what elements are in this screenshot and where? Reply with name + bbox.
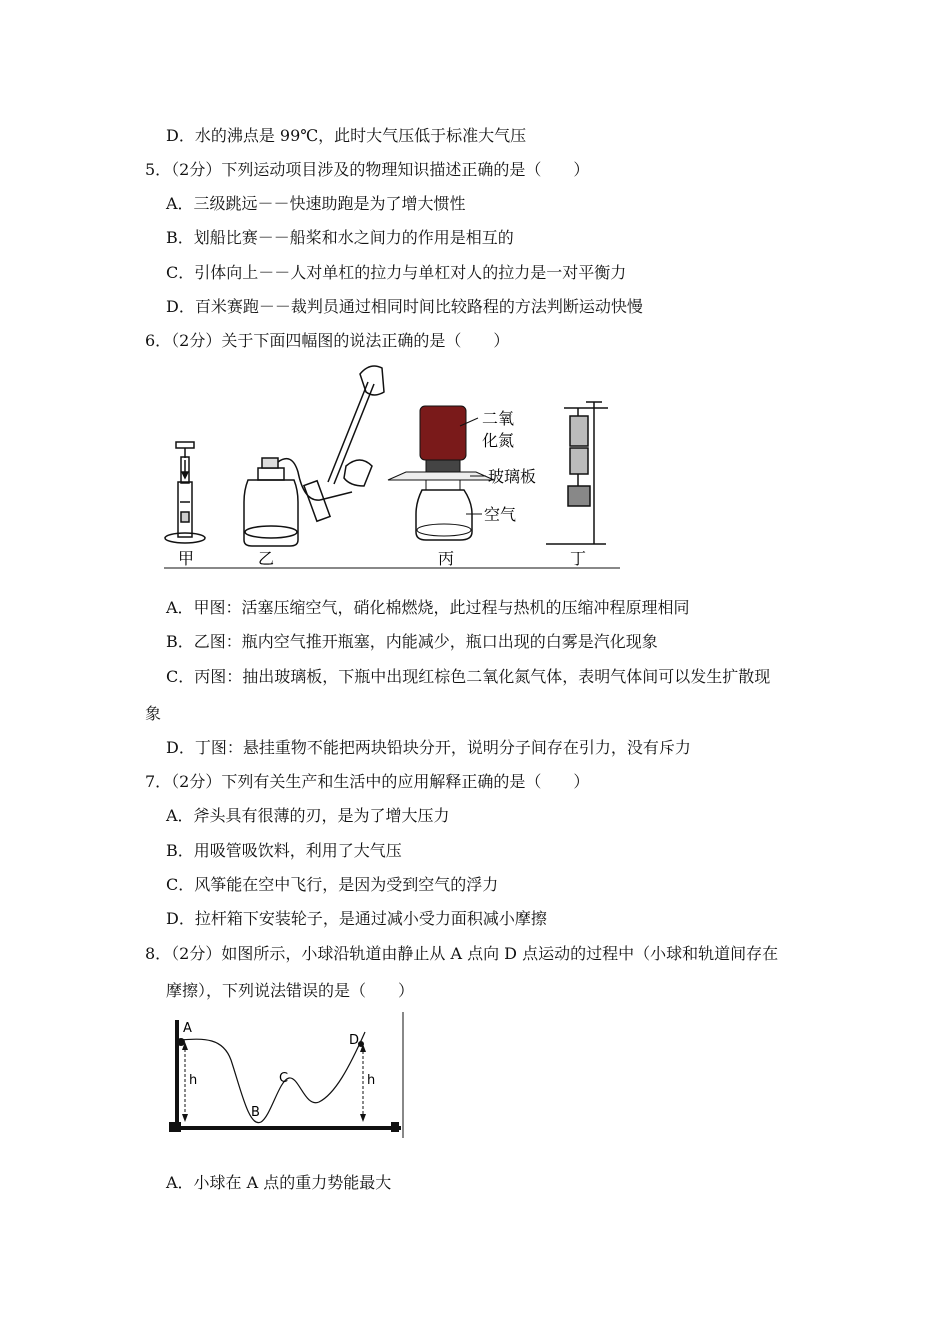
- label-gas-line1: 二氧: [482, 409, 515, 428]
- diffusion-jars-diagram: [388, 406, 494, 540]
- option-d-q4: D．水的沸点是 99℃，此时大气压低于标准大气压: [166, 126, 527, 145]
- q7-stem: 7．（2分）下列有关生产和生活中的应用解释正确的是（ ）: [145, 772, 590, 791]
- q8-option-a: A．小球在 A 点的重力势能最大: [166, 1173, 392, 1192]
- q6-option-b: B．乙图：瓶内空气推开瓶塞，内能减少，瓶口出现的白雾是汽化现象: [166, 632, 658, 651]
- point-d-label: D: [349, 1033, 360, 1048]
- label-air: 空气: [484, 505, 517, 524]
- lead-blocks-diagram: [546, 402, 608, 544]
- point-a-label: A: [183, 1021, 192, 1036]
- q7-option-a: A．斧头具有很薄的刃，是为了增大压力: [166, 806, 450, 825]
- q6-option-c: C．丙图：抽出玻璃板，下瓶中出现红棕色二氧化氮气体，表明气体间可以发生扩散现: [166, 667, 771, 686]
- left-ground-block: [169, 1122, 181, 1132]
- q5-stem: 5．（2分）下列运动项目涉及的物理知识描述正确的是（ ）: [145, 160, 590, 179]
- label-gas-line2: 化氮: [482, 431, 515, 450]
- bottle-pump-diagram: [244, 366, 384, 546]
- q8-stem-line1: 8．（2分）如图所示，小球沿轨道由静止从 A 点向 D 点运动的过程中（小球和轨道间存在: [145, 944, 779, 963]
- q7-option-c: C．风筝能在空中飞行，是因为受到空气的浮力: [166, 875, 499, 894]
- height-label-right: h: [367, 1073, 376, 1088]
- point-c-label: C: [279, 1071, 289, 1086]
- q8-track-figure: [165, 1010, 410, 1142]
- q7-option-b: B．用吸管吸饮料，利用了大气压: [166, 841, 402, 860]
- q6-stem: 6．（2分）关于下面四幅图的说法正确的是（ ）: [145, 331, 510, 350]
- q6-figure: [160, 362, 630, 574]
- left-support-post: [175, 1020, 179, 1130]
- label-ding: 丁: [570, 549, 587, 568]
- ball-at-a: [177, 1038, 185, 1046]
- q5-option-c: C．引体向上－－人对单杠的拉力与单杠对人的拉力是一对平衡力: [166, 263, 627, 282]
- q7-option-d: D．拉杆箱下安装轮子，是通过减小受力面积减小摩擦: [166, 909, 547, 928]
- label-jia: 甲: [178, 549, 195, 568]
- point-b-label: B: [251, 1105, 260, 1120]
- q6-option-d: D．丁图：悬挂重物不能把两块铅块分开，说明分子间存在引力，没有斥力: [166, 738, 691, 757]
- label-glass: 玻璃板: [488, 467, 537, 486]
- q6-option-a: A．甲图：活塞压缩空气，硝化棉燃烧，此过程与热机的压缩冲程原理相同: [166, 598, 690, 617]
- label-yi: 乙: [258, 549, 275, 568]
- q5-option-d: D．百米赛跑－－裁判员通过相同时间比较路程的方法判断运动快慢: [166, 297, 643, 316]
- q5-option-b: B．划船比赛－－船桨和水之间力的作用是相互的: [166, 228, 514, 247]
- height-label-left: h: [189, 1073, 198, 1088]
- track-curve: [179, 1032, 365, 1123]
- q6-option-c-continued: 象: [145, 704, 162, 723]
- fire-syringe-diagram: [165, 442, 205, 543]
- right-ground-block: [391, 1122, 399, 1132]
- q5-option-a: A．三级跳远－－快速助跑是为了增大惯性: [166, 194, 466, 213]
- label-bing: 丙: [438, 549, 455, 568]
- q8-stem-line2: 摩擦），下列说法错误的是（ ）: [166, 981, 415, 1000]
